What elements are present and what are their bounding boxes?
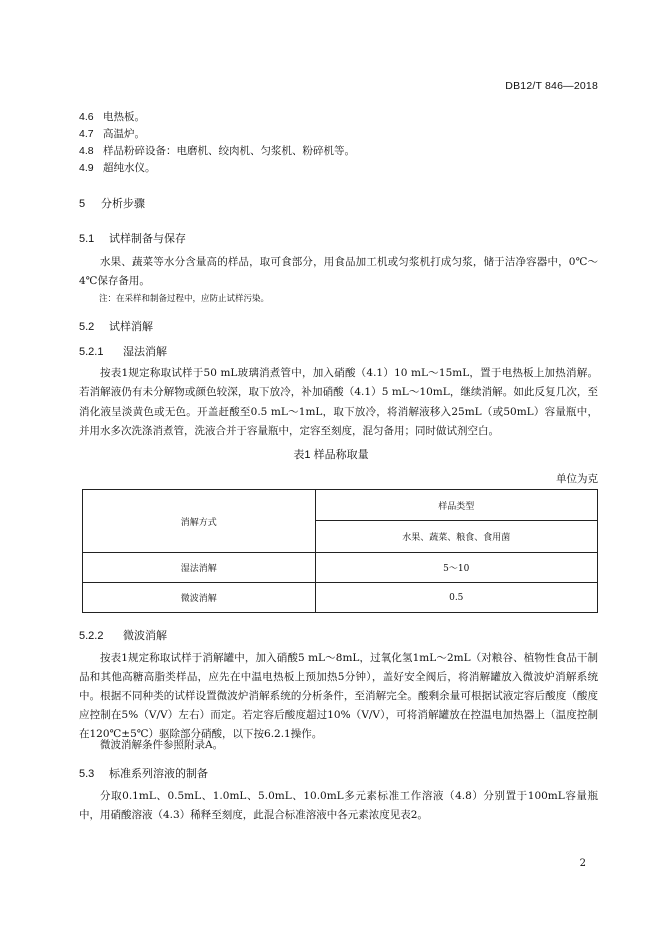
table-row <box>83 553 598 583</box>
section-number: 5.2.1 <box>79 346 104 358</box>
item-text: 样品粉碎设备：电磨机、绞肉机、匀浆机、粉碎机等。 <box>103 145 355 157</box>
table-row <box>83 583 598 613</box>
cell-value: 0.5 <box>315 583 597 613</box>
item-number: 4.7 <box>79 128 94 140</box>
section-number: 5.2 <box>79 321 95 333</box>
cell-method: 微波消解 <box>83 583 316 613</box>
standard-code: DB12/T 846—2018 <box>505 80 598 92</box>
section-heading <box>79 230 186 246</box>
section-heading <box>79 318 153 334</box>
section-heading <box>79 195 145 211</box>
table-unit: 单位为克 <box>556 473 598 485</box>
section-heading <box>79 627 167 643</box>
header-method: 消解方式 <box>83 490 316 553</box>
header-subtype: 水果、蔬菜、粮食、食用菌 <box>315 521 597 553</box>
section-heading <box>79 343 167 359</box>
section-number: 5.2.2 <box>79 630 104 642</box>
list-item <box>79 109 145 124</box>
section-heading <box>79 765 208 781</box>
page-number: 2 <box>579 858 586 869</box>
section-title: 湿法消解 <box>123 346 167 358</box>
paragraph: 按表1规定称取试样于消解罐中，加入硝酸5 mL～8mL，过氧化氢1mL～2mL（对粮谷、植物性食品干制品和其他高糖高脂类样品，应先在中温电热板上预加热5分钟），盖好安全阀后，将消解罐放入微波炉消解系统中。根据不同种类的试样设置微波炉消解系统的分析条件，至消解完全。酸剩余量可根据试液定容后酸度（酸度应控制在5%（V/V）左右）而定。若定容后酸度超过10%（V/V），可将消解罐放在控温电加热器上（温度控制在120℃±5℃）驱除部分硝酸，以下按6.2.1操作。 <box>79 652 598 740</box>
section-title: 试样消解 <box>109 321 153 333</box>
section-title: 标准系列溶液的制备 <box>109 768 208 780</box>
item-text: 高温炉。 <box>103 128 145 140</box>
sample-weight-table <box>82 489 598 613</box>
cell-value: 5～10 <box>315 553 597 583</box>
list-item <box>79 126 145 141</box>
note: 注：在采样和制备过程中，应防止试样污染。 <box>99 294 270 304</box>
list-item <box>79 143 355 158</box>
cell-method: 湿法消解 <box>83 553 316 583</box>
section-number: 5.3 <box>79 768 95 780</box>
paragraph: 水果、蔬菜等水分含量高的样品，取可食部分，用食品加工机或匀浆机打成匀浆，储于洁净容器中，0℃～4℃保存备用。 <box>79 256 598 288</box>
item-text: 超纯水仪。 <box>103 162 156 174</box>
section-title: 分析步骤 <box>101 198 145 210</box>
table-caption: 表1 样品称取量 <box>293 449 369 461</box>
paragraph: 分取0.1mL、0.5mL、1.0mL、5.0mL、10.0mL多元素标准工作溶液（4.8）分别置于100mL容量瓶中，用硝酸溶液（4.3）稀释至刻度，此混合标准溶液中各元素浓度见表2。 <box>79 790 598 822</box>
item-number: 4.8 <box>79 145 94 157</box>
paragraph: 按表1规定称取试样于50 mL玻璃消煮管中，加入硝酸（4.1）10 mL～15mL，置于电热板上加热消解。若消解液仍有未分解物或颜色较深，取下放冷，补加硝酸（4.1）5 mL～10mL，继续消解。如此反复几次，至消化液呈淡黄色或无色。开盖赶酸至0.5 mL～1mL，取下放冷，将消解液移入25mL（或50mL）容量瓶中，并用水多次洗涤消煮管，洗液合并于容量瓶中，定容至刻度，混匀备用；同时做试剂空白。 <box>79 367 598 437</box>
section-title: 微波消解 <box>123 630 167 642</box>
item-number: 4.6 <box>79 111 94 123</box>
header-type: 样品类型 <box>315 490 597 521</box>
section-number: 5.1 <box>79 233 95 245</box>
item-text: 电热板。 <box>103 111 145 123</box>
section-title: 试样制备与保存 <box>109 233 186 245</box>
list-item <box>79 160 156 175</box>
paragraph: 微波消解条件参照附录A。 <box>100 739 224 751</box>
section-number: 5 <box>79 198 86 210</box>
table-row <box>83 490 598 521</box>
item-number: 4.9 <box>79 162 94 174</box>
